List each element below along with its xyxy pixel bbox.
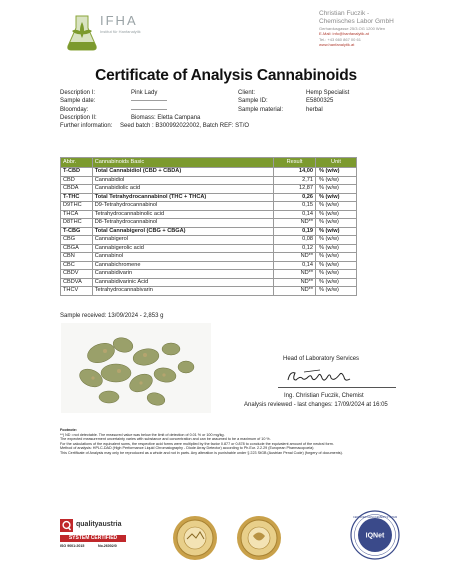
unit-cell: % (w/w) (316, 253, 357, 262)
unit-cell: % (w/w) (316, 210, 357, 219)
sample-material-value: herbal (306, 106, 323, 113)
description1-value: Pink Lady (131, 90, 158, 96)
table-header-row (61, 158, 357, 168)
abbr-cell: T-CBD (61, 168, 93, 177)
further-info-label: Further information: (60, 123, 113, 130)
table-body (61, 168, 357, 296)
abbr-cell: CBD (61, 176, 93, 185)
unit-cell: % (w/w) (316, 176, 357, 185)
iqnet-badge-icon (350, 510, 400, 560)
unit-cell: % (w/w) (316, 185, 357, 194)
gold-seal-icon (236, 515, 282, 561)
table-row (61, 193, 357, 202)
abbr-cell: D9THC (61, 202, 93, 211)
name-cell: Total Cannabigerol (CBG + CBGA) (92, 227, 273, 236)
unit-cell: % (w/w) (316, 270, 357, 279)
unit-cell: % (w/w) (316, 227, 357, 236)
name-cell: Cannabichromene (92, 261, 273, 270)
unit-cell: % (w/w) (316, 287, 357, 296)
sample-date-value: —————— (131, 98, 167, 105)
abbr-cell: THCA (61, 210, 93, 219)
name-cell: Cannabigerolic acid (92, 244, 273, 253)
unit-cell: % (w/w) (316, 193, 357, 202)
result-cell: 14,00 (274, 168, 316, 177)
header-cannabinoids: Cannabinoids Basic (92, 158, 273, 168)
result-cell: 0,26 (274, 193, 316, 202)
unit-cell: % (w/w) (316, 244, 357, 253)
sample-id-value: E5800325 (306, 98, 334, 105)
result-cell: 0,08 (274, 236, 316, 245)
company-block (319, 10, 439, 48)
abbr-cell: D8THC (61, 219, 93, 228)
result-cell: 0,14 (274, 210, 316, 219)
unit-cell: % (w/w) (316, 278, 357, 287)
result-cell: 0,19 (274, 227, 316, 236)
sample-photo (61, 323, 211, 413)
result-cell: 0,12 (274, 244, 316, 253)
company-phone: Tel.: +43 660 867 00 61 (319, 36, 361, 42)
sample-received: Sample received: 13/09/2024 - 2,853 g (60, 313, 164, 319)
name-cell: Cannabinol (92, 253, 273, 262)
footnote-line: This Certificate of Analysis may only be reproduced as a whole and not in parts. Any alteration is punishable under § 223 StGB (Austrian Penal Code) (forgery of documents). (60, 450, 343, 455)
iqnet-ring-text: CERTIFIED MANAGEMENT SYSTEM (352, 516, 398, 519)
abbr-cell: CBN (61, 253, 93, 262)
description1-label: Description I: (60, 90, 96, 96)
result-cell: 0,15 (274, 202, 316, 211)
sample-date-label: Sample date: (60, 98, 96, 105)
name-cell: D9-Tetrahydrocannabinol (92, 202, 273, 211)
sample-id-label: Sample ID: (238, 98, 268, 105)
name-cell: Total Cannabidiol (CBD + CBDA) (92, 168, 273, 177)
result-cell: 0,14 (274, 261, 316, 270)
further-info-value: Seed batch : B300992022002, Batch REF: ST/O (120, 123, 250, 130)
abbr-cell: CBGA (61, 244, 93, 253)
name-cell: Cannabigerol (92, 236, 273, 245)
company-email[interactable]: E-Mail: info@hanfanalytik.at (319, 31, 369, 37)
result-cell: ND** (274, 219, 316, 228)
head-of-lab-label: Head of Laboratory Services (283, 356, 360, 362)
result-cell: 12,87 (274, 185, 316, 194)
footnote-heading: Footnote: (60, 428, 77, 432)
name-cell: D8-Tetrahydrocannabinol (92, 219, 273, 228)
iqnet-label: IQNet (365, 532, 385, 540)
name-cell: Tetrahydrocannabivarin (92, 287, 273, 296)
abbr-cell: CBC (61, 261, 93, 270)
client-label: Client: (238, 90, 256, 96)
abbr-cell: T-THC (61, 193, 93, 202)
result-cell: 2,71 (274, 176, 316, 185)
abbr-cell: THCV (61, 287, 93, 296)
table-row (61, 227, 357, 236)
unit-cell: % (w/w) (316, 261, 357, 270)
result-cell: ND** (274, 278, 316, 287)
table-row (61, 261, 357, 270)
footnote-line: Method of analysis: HPLC-DAD (High Performance Liquid Chromatography - Diode Array Detector) according to Ph.Eur. 2.2.29 (European Pharmacopoeia) (60, 446, 314, 451)
cannabinoids-table (60, 157, 357, 296)
name-cell: Cannabidiolic acid (92, 185, 273, 194)
chemist-name: Ing. Christian Fuczik, Chemist (284, 393, 364, 399)
certificate-number: No.26002/0 (98, 544, 117, 548)
unit-cell: % (w/w) (316, 236, 357, 245)
result-cell: ND** (274, 253, 316, 262)
abbr-cell: CBDVA (61, 278, 93, 287)
analysis-reviewed: Analysis reviewed - last changes: 17/09/2024 at 16:05 (244, 402, 388, 408)
page-title: Certificate of Analysis Cannabinoids (95, 67, 357, 84)
name-cell: Cannabidiol (92, 176, 273, 185)
bloomday-value: —————— (131, 106, 167, 113)
description2-value: Biomass: Eletta Campana (131, 114, 201, 121)
table-row (61, 185, 357, 194)
unit-cell: % (w/w) (316, 202, 357, 211)
table-row (61, 253, 357, 262)
result-cell: ND** (274, 287, 316, 296)
sample-material-label: Sample material: (238, 106, 284, 113)
gold-seal-icon (172, 515, 218, 561)
signature-image (284, 368, 354, 386)
bloomday-label: Bloomday: (60, 106, 89, 113)
table-row (61, 168, 357, 177)
table-row (61, 278, 357, 287)
table-row (61, 236, 357, 245)
company-address: Gerhardusgasse 25/3.OG 1200 Wien (319, 26, 386, 31)
signature-line (278, 387, 396, 388)
name-cell: Tetrahydrocannabinolic acid (92, 210, 273, 219)
name-cell: Total Tetrahydrocannabinol (THC + THCA) (92, 193, 273, 202)
header-unit: Unit (316, 158, 357, 168)
table-row (61, 270, 357, 279)
abbr-cell: CBG (61, 236, 93, 245)
company-name-line2: Chemisches Labor GmbH (319, 18, 394, 25)
table-row (61, 244, 357, 253)
iso-label: ISO 9001:2015 (60, 544, 85, 548)
footnote (60, 428, 398, 456)
abbr-cell: CBDV (61, 270, 93, 279)
table-row (61, 176, 357, 185)
result-cell: ND** (274, 270, 316, 279)
footnote-line: **) ND =not detectable. The measured value was below the limit of detection of 0.01 % or 100 mg/kg. (60, 432, 225, 437)
header-abbr: Abbr. (61, 158, 93, 168)
abbr-cell: CBDA (61, 185, 93, 194)
abbr-cell: T-CBG (61, 227, 93, 236)
table-row (61, 219, 357, 228)
client-value: Hemp Specialist (306, 90, 350, 96)
description2-label: Description II: (60, 114, 97, 121)
company-web[interactable]: www.hanfanalytik.at (319, 42, 355, 48)
table-row (61, 202, 357, 211)
header-result: Result (274, 158, 316, 168)
footnote-line: The expected measurement uncertainty varies with substance and concentration and can be assumed to be a maximum of 10 %. (60, 437, 271, 442)
unit-cell: % (w/w) (316, 219, 357, 228)
table-row (61, 210, 357, 219)
name-cell: Cannabidivarin (92, 270, 273, 279)
quality-austria-logo-icon (60, 519, 73, 532)
meta-block (60, 89, 420, 137)
footnote-line: For the calculations of the equivalent sums, the respective acid forms were multiplied by the factor 0.877 or 0.878 to conclude the equivalent amount of the neutral form. (60, 441, 334, 446)
quality-austria-name: qualityaustria (76, 521, 122, 528)
logo-subtitle: Institut für Hanfanalytik (100, 29, 141, 34)
system-certified-label: SYSTEM CERTIFIED (60, 535, 126, 542)
unit-cell: % (w/w) (316, 168, 357, 177)
table-row (61, 287, 357, 296)
company-name-line1: Christian Fuczik - (319, 10, 370, 17)
name-cell: Cannabidivarinic Acid (92, 278, 273, 287)
logo-name: IFHA (100, 13, 138, 28)
